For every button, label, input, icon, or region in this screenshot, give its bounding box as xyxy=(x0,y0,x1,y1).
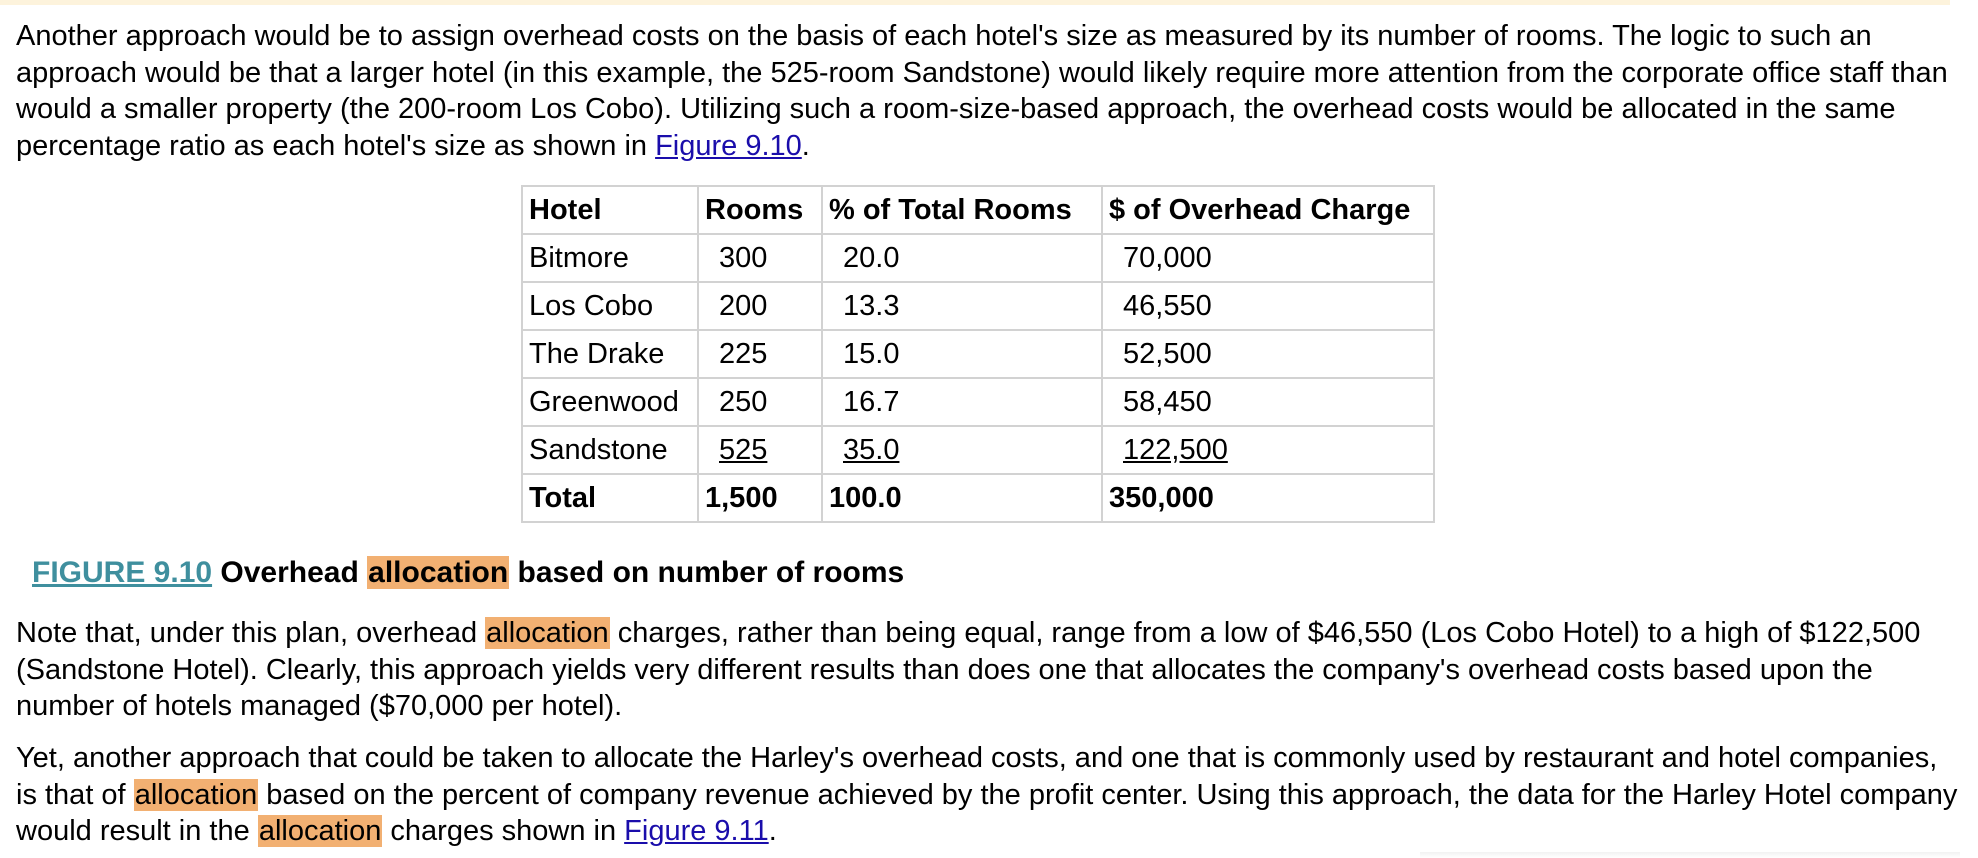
text-middle: based on the percent of company revenue achieved by the profit center. Using this approach, the data for the Harley Hotel company would result in the xyxy=(16,778,1958,847)
cell-total-pct: 100.0 xyxy=(822,474,1102,522)
underlined-charge: 122,500 xyxy=(1123,433,1228,466)
paragraph-text: Another approach would be to assign overhead costs on the basis of each hotel's size as measured by its number of rooms. The logic to such an approach would be that a larger hotel (in this example, the 525-room Sandstone) would likely require more attention from the corporate office staff than would a smaller property (the 200-room Los Cobo). Utilizing such a room-size-based approach, the overhead costs would be allocated in the same percentage ratio as each hotel's size as shown in xyxy=(16,20,1948,162)
caption-text-before: Overhead xyxy=(220,556,359,589)
figure-9-11-link[interactable]: Figure 9.11 xyxy=(624,815,769,847)
underlined-pct: 35.0 xyxy=(843,433,900,466)
table-row xyxy=(522,330,1434,378)
cell-rooms: 200 xyxy=(698,282,822,330)
paragraph-end: . xyxy=(801,129,810,162)
cell-rooms: 250 xyxy=(698,378,822,426)
bottom-panel-shadow xyxy=(1420,852,1960,858)
cell-hotel: Bitmore xyxy=(522,234,698,282)
caption-text-after: based on number of rooms xyxy=(517,556,905,589)
search-highlight: allocation xyxy=(134,778,258,811)
table-header-row xyxy=(522,186,1434,234)
cell-pct: 20.0 xyxy=(822,234,1102,282)
search-highlight: allocation xyxy=(368,556,509,589)
paragraph-revenue-text xyxy=(16,740,1966,850)
overhead-table-container xyxy=(521,185,1435,523)
header-hotel: Hotel xyxy=(522,186,698,234)
figure-9-10-link[interactable]: Figure 9.10 xyxy=(655,129,802,162)
cell-charge: 52,500 xyxy=(1102,330,1434,378)
search-highlight: allocation xyxy=(258,815,382,847)
search-highlight: allocation xyxy=(486,617,609,649)
article-body xyxy=(16,18,1966,164)
cell-rooms: 225 xyxy=(698,330,822,378)
table-total-row xyxy=(522,474,1434,522)
text-before: Yet, another approach that could be taken to allocate the Harley's overhead costs, and one that is commonly used by restaurant and hotel companies, is that of xyxy=(16,742,1938,811)
overhead-allocation-table xyxy=(521,185,1435,523)
table-row xyxy=(522,378,1434,426)
cell-total-charge: 350,000 xyxy=(1102,474,1434,522)
paragraph-end: . xyxy=(768,815,777,847)
cell-hotel: The Drake xyxy=(522,330,698,378)
cell-charge: 70,000 xyxy=(1102,234,1434,282)
cell-total-rooms: 1,500 xyxy=(698,474,822,522)
cell-pct: 16.7 xyxy=(822,378,1102,426)
table-row xyxy=(522,282,1434,330)
paragraph-note-text xyxy=(16,615,1966,725)
cell-rooms: 300 xyxy=(698,234,822,282)
header-rooms: Rooms xyxy=(698,186,822,234)
table-row xyxy=(522,234,1434,282)
top-highlight-strip xyxy=(0,0,1950,5)
cell-pct: 13.3 xyxy=(822,282,1102,330)
cell-charge: 58,450 xyxy=(1102,378,1434,426)
header-pct-total-rooms: % of Total Rooms xyxy=(822,186,1102,234)
cell-pct xyxy=(822,426,1102,474)
text-after: charges shown in xyxy=(390,815,625,847)
paragraph-room-allocation xyxy=(16,18,1966,164)
table-row xyxy=(522,426,1434,474)
paragraph-revenue-approach xyxy=(16,740,1966,850)
header-overhead-charge: $ of Overhead Charge xyxy=(1102,186,1434,234)
text-after: charges, rather than being equal, range from a low of $46,550 (Los Cobo Hotel) to a high of $122,500 (Sandstone Hotel). Clearly, this approach yields very different results than does one that allocates the company's overhead costs based upon the number of hotels managed ($70,000 per hotel). xyxy=(16,617,1921,722)
figure-9-10-caption-link[interactable]: FIGURE 9.10 xyxy=(32,556,213,589)
cell-hotel: Greenwood xyxy=(522,378,698,426)
cell-charge xyxy=(1102,426,1434,474)
text-before: Note that, under this plan, overhead xyxy=(16,617,478,649)
cell-charge: 46,550 xyxy=(1102,282,1434,330)
cell-rooms xyxy=(698,426,822,474)
cell-total-label: Total xyxy=(522,474,698,522)
figure-caption xyxy=(32,556,904,590)
cell-hotel: Sandstone xyxy=(522,426,698,474)
paragraph-note xyxy=(16,615,1966,725)
underlined-rooms: 525 xyxy=(719,433,768,466)
cell-hotel: Los Cobo xyxy=(522,282,698,330)
cell-pct: 15.0 xyxy=(822,330,1102,378)
